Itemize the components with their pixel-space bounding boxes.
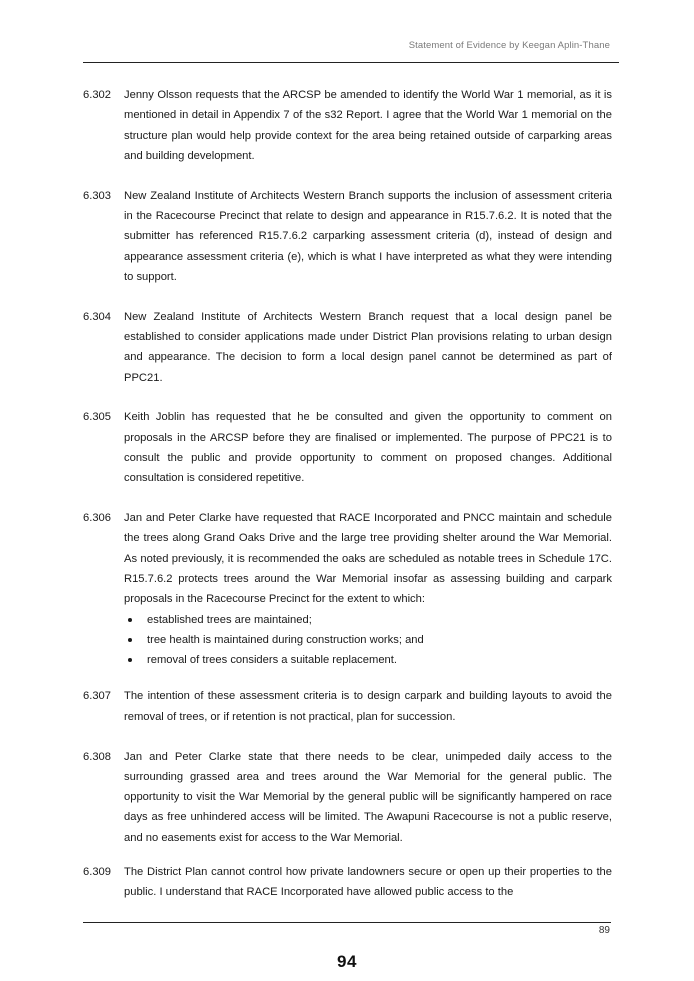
paragraph-6-307 bbox=[83, 686, 612, 727]
running-header: Statement of Evidence by Keegan Aplin-Thane bbox=[408, 40, 610, 51]
paragraph-body bbox=[124, 508, 612, 670]
paragraph-text: Jan and Peter Clarke have requested that RACE Incorporated and PNCC maintain and schedule the trees along Grand Oaks Drive and the large tree providing shelter around the War Memorial. As noted previously, it is recommended the oaks are scheduled as notable trees in Schedule 17C. R15.7.6.2 protects trees around the War Memorial insofar as assessing building and carpark proposals in the Racecourse Precinct for the extent to which: bbox=[124, 512, 612, 606]
paragraph-text: Jenny Olsson requests that the ARCSP be amended to identify the World War 1 memorial, as it is mentioned in detail in Appendix 7 of the s32 Report. I agree that the World War 1 memorial on the structure plan would help provide context for the area being retained outside of carparking areas and building development. bbox=[124, 89, 612, 162]
header-rule bbox=[83, 62, 619, 63]
document-body bbox=[83, 85, 612, 922]
paragraph-6-302 bbox=[83, 85, 612, 166]
paragraph-text: New Zealand Institute of Architects Western Branch supports the inclusion of assessment criteria in the Racecourse Precinct that relate to design and appearance in R15.7.6.2. It is noted that the submitter has referenced R15.7.6.2 carparking assessment criteria (d), instead of design and appearance assessment criteria (e), which is what I have interpreted as what they were intending to support. bbox=[124, 189, 612, 283]
paragraph-6-309 bbox=[83, 862, 612, 903]
paragraph-number: 6.302 bbox=[83, 89, 111, 101]
footer-rule bbox=[83, 922, 611, 923]
bullet-item: removal of trees considers a suitable replacement. bbox=[124, 650, 612, 670]
paragraph-6-305 bbox=[83, 407, 612, 488]
paragraph-number: 6.303 bbox=[83, 189, 111, 202]
paragraph-number: 6.309 bbox=[83, 866, 111, 878]
document-page-number: 94 bbox=[337, 952, 357, 971]
paragraph-6-303 bbox=[83, 186, 612, 287]
paragraph-number: 6.308 bbox=[83, 750, 111, 763]
paragraph-text: Keith Joblin has requested that he be consulted and given the opportunity to comment on proposals in the ARCSP before they are finalised or implemented. The purpose of PPC21 is to consult the public and provide opportunity to comment on proposed changes. Additional consultation is considered repetitive. bbox=[124, 411, 612, 485]
paragraph-6-306 bbox=[83, 508, 612, 670]
paragraph-text: The District Plan cannot control how private landowners secure or open up their properties to the public. I understand that RACE Incorporated have allowed public access to the bbox=[124, 866, 612, 899]
paragraph-text: The intention of these assessment criteria is to design carpark and building layouts to avoid the removal of trees, or if retention is not practical, plan for succession. bbox=[124, 690, 612, 723]
paragraph-number: 6.305 bbox=[83, 411, 111, 424]
bullet-item: established trees are maintained; bbox=[124, 610, 612, 630]
paragraph-text: New Zealand Institute of Architects Western Branch request that a local design panel be established to consider applications made under District Plan provisions relating to urban design and appearance. The decision to form a local design panel cannot be determined as part of PPC21. bbox=[124, 310, 612, 384]
page-number: 89 bbox=[598, 925, 610, 936]
paragraph-text: Jan and Peter Clarke state that there needs to be clear, unimpeded daily access to the surrounding grassed area and trees around the War Memorial for the general public. The opportunity to visit the War Memorial by the general public will be significantly hampered on race days as free unhindered access will be limited. The Awapuni Racecourse is not a public reserve, and no easements exist for access to the War Memorial. bbox=[124, 750, 612, 844]
paragraph-number: 6.306 bbox=[83, 512, 111, 525]
paragraph-number: 6.304 bbox=[83, 310, 111, 323]
bullet-item: tree health is maintained during construction works; and bbox=[124, 630, 612, 650]
bullet-list bbox=[124, 610, 612, 671]
paragraph-6-308 bbox=[83, 747, 612, 848]
paragraph-6-304 bbox=[83, 307, 612, 388]
paragraph-number: 6.307 bbox=[83, 690, 111, 703]
